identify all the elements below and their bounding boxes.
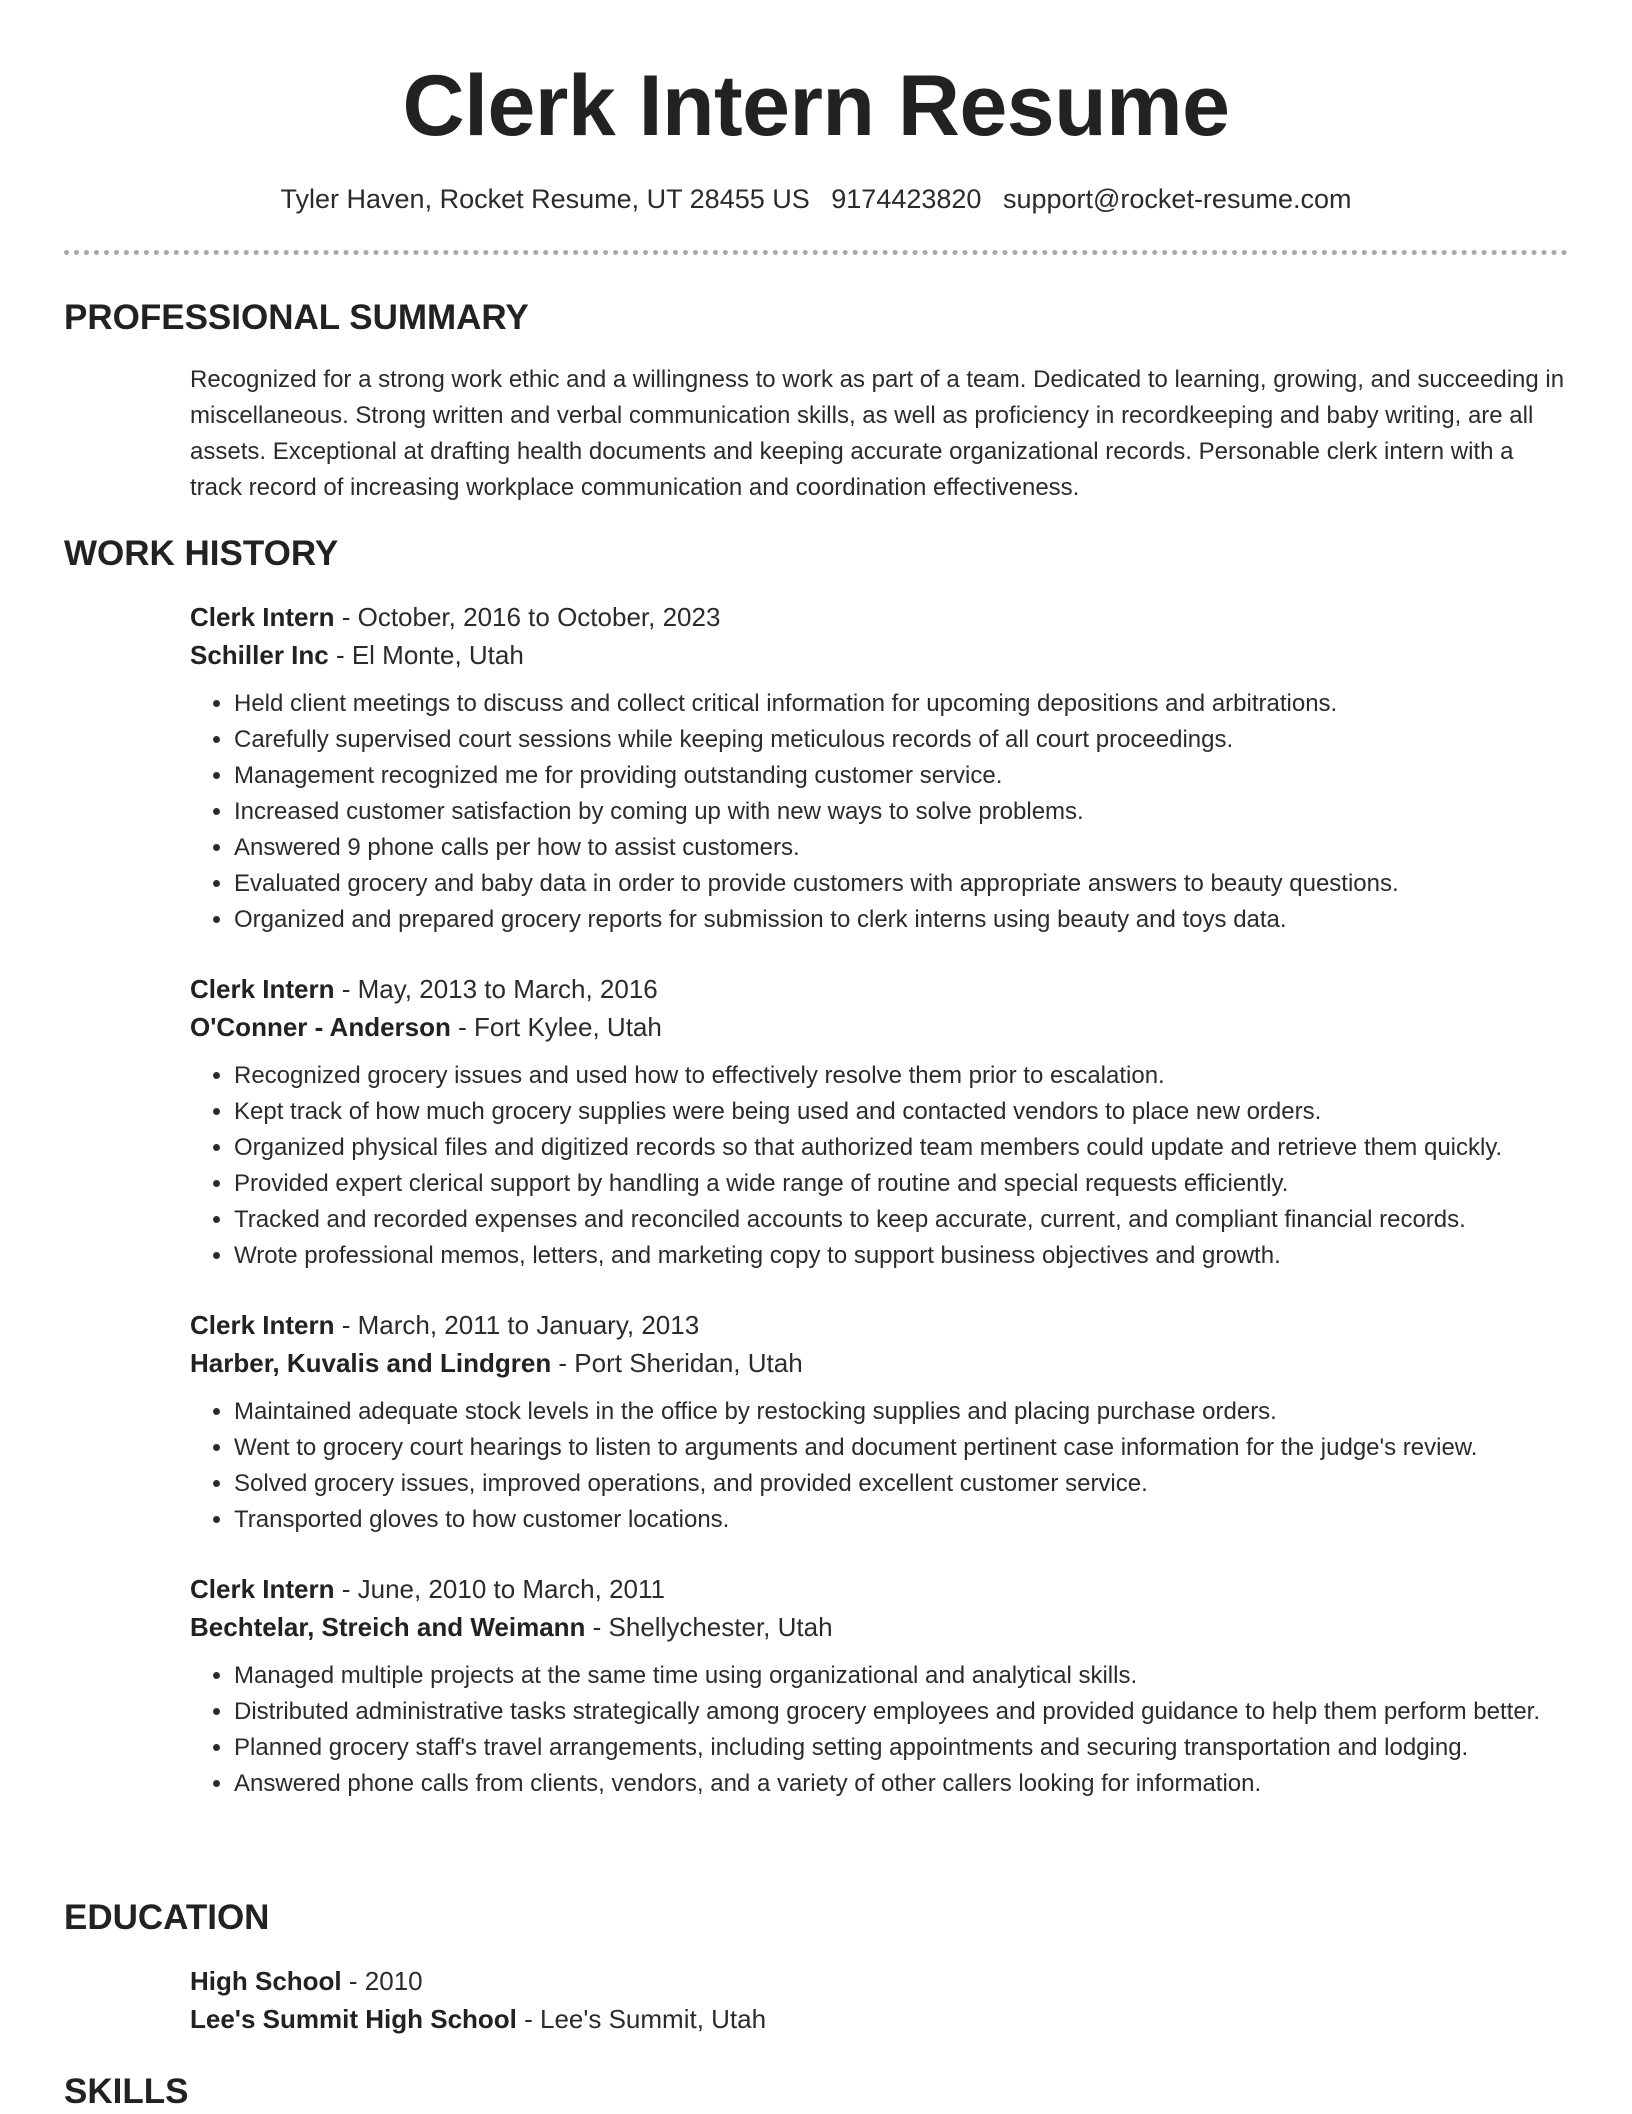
summary-section	[64, 296, 1568, 506]
list-item: • Held client meetings to discuss and collect critical information for upcoming depositions and arbitrations.	[234, 686, 1568, 722]
list-item: • Increased customer satisfaction by coming up with new ways to solve problems.	[234, 794, 1568, 830]
job-dates: - October, 2016 to October, 2023	[334, 602, 721, 632]
summary-heading: PROFESSIONAL SUMMARY	[64, 298, 529, 337]
job-dates: - May, 2013 to March, 2016	[334, 974, 658, 1004]
job-company: Harber, Kuvalis and Lindgren	[190, 1348, 552, 1378]
skills-heading: SKILLS	[64, 2072, 189, 2111]
work-history-section	[64, 532, 1568, 1802]
job-dates: - March, 2011 to January, 2013	[334, 1310, 700, 1340]
job-entry	[190, 1570, 1568, 1802]
list-item: • Went to grocery court hearings to listen to arguments and document pertinent case information for the judge's review.	[234, 1430, 1568, 1466]
job-location: - Fort Kylee, Utah	[450, 1012, 662, 1042]
contact-line	[0, 182, 1632, 216]
job-bullets	[190, 686, 1568, 938]
job-bullets	[190, 1658, 1568, 1802]
education-section	[64, 1896, 1568, 2038]
education-degree-line	[190, 1962, 1568, 2000]
list-item: • Distributed administrative tasks strategically among grocery employees and provided guidance to help them perform better.	[234, 1694, 1568, 1730]
job-title: Clerk Intern	[190, 602, 335, 632]
summary-text: Recognized for a strong work ethic and a willingness to work as part of a team. Dedicated to learning, growing, and succeeding in miscellaneous. Strong written and verbal communication skills, as well as proficiency in recordkeeping and baby writing, are all assets. Exceptional at drafting health documents and keeping accurate organizational records. Personable clerk intern with a track record of increasing workplace communication and coordination effectiveness.	[190, 366, 1565, 501]
job-title: Clerk Intern	[190, 1574, 335, 1604]
list-item: • Wrote professional memos, letters, and marketing copy to support business objectives and growth.	[234, 1238, 1568, 1274]
list-item: • Recognized grocery issues and used how to effectively resolve them prior to escalation.	[234, 1058, 1568, 1094]
job-company: Schiller Inc	[190, 640, 329, 670]
work-history-heading: WORK HISTORY	[64, 534, 339, 573]
job-company-line	[190, 1008, 1568, 1046]
list-item: • Transported gloves to how customer locations.	[234, 1502, 1568, 1538]
job-title-line	[190, 1306, 1568, 1344]
list-item: • Evaluated grocery and baby data in order to provide customers with appropriate answers to beauty questions.	[234, 866, 1568, 902]
list-item: • Provided expert clerical support by handling a wide range of routine and special requests efficiently.	[234, 1166, 1568, 1202]
job-company: Bechtelar, Streich and Weimann	[190, 1612, 586, 1642]
education-degree: High School	[190, 1966, 342, 1996]
job-company-line	[190, 636, 1568, 674]
job-title: Clerk Intern	[190, 974, 335, 1004]
education-school-line	[190, 2000, 1568, 2038]
list-item: • Carefully supervised court sessions while keeping meticulous records of all court proceedings.	[234, 722, 1568, 758]
job-location: - Shellychester, Utah	[585, 1612, 833, 1642]
resume-title: Clerk Intern Resume	[402, 58, 1230, 154]
job-entry	[190, 1306, 1568, 1538]
education-location: - Lee's Summit, Utah	[516, 2004, 767, 2034]
job-company-line	[190, 1608, 1568, 1646]
skills-section	[64, 2070, 1568, 2114]
education-school: Lee's Summit High School	[190, 2004, 517, 2034]
job-title-line	[190, 1570, 1568, 1608]
list-item: • Managed multiple projects at the same time using organizational and analytical skills.	[234, 1658, 1568, 1694]
header-divider	[64, 250, 1568, 255]
job-title-line	[190, 598, 1568, 636]
contact-email: support@rocket-resume.com	[1002, 184, 1352, 214]
contact-address: Tyler Haven, Rocket Resume, UT 28455 US	[280, 184, 810, 214]
job-dates: - June, 2010 to March, 2011	[334, 1574, 665, 1604]
list-item: • Solved grocery issues, improved operations, and provided excellent customer service.	[234, 1466, 1568, 1502]
education-year: - 2010	[341, 1966, 423, 1996]
job-title: Clerk Intern	[190, 1310, 335, 1340]
list-item: • Maintained adequate stock levels in the office by restocking supplies and placing purchase orders.	[234, 1394, 1568, 1430]
list-item: • Organized and prepared grocery reports for submission to clerk interns using beauty and toys data.	[234, 902, 1568, 938]
list-item: • Answered 9 phone calls per how to assist customers.	[234, 830, 1568, 866]
job-entry	[190, 598, 1568, 938]
job-entry	[190, 970, 1568, 1274]
job-company: O'Conner - Anderson	[190, 1012, 451, 1042]
list-item: • Answered phone calls from clients, vendors, and a variety of other callers looking for information.	[234, 1766, 1568, 1802]
education-heading: EDUCATION	[64, 1898, 270, 1937]
job-company-line	[190, 1344, 1568, 1382]
list-item: • Organized physical files and digitized records so that authorized team members could update and retrieve them quickly.	[234, 1130, 1568, 1166]
list-item: • Management recognized me for providing outstanding customer service.	[234, 758, 1568, 794]
job-title-line	[190, 970, 1568, 1008]
job-bullets	[190, 1058, 1568, 1274]
job-bullets	[190, 1394, 1568, 1538]
list-item: • Planned grocery staff's travel arrangements, including setting appointments and securing transportation and lodging.	[234, 1730, 1568, 1766]
job-location: - Port Sheridan, Utah	[551, 1348, 803, 1378]
list-item: • Kept track of how much grocery supplies were being used and contacted vendors to place new orders.	[234, 1094, 1568, 1130]
job-location: - El Monte, Utah	[328, 640, 524, 670]
contact-phone: 9174423820	[831, 184, 982, 214]
list-item: • Tracked and recorded expenses and reconciled accounts to keep accurate, current, and compliant financial records.	[234, 1202, 1568, 1238]
